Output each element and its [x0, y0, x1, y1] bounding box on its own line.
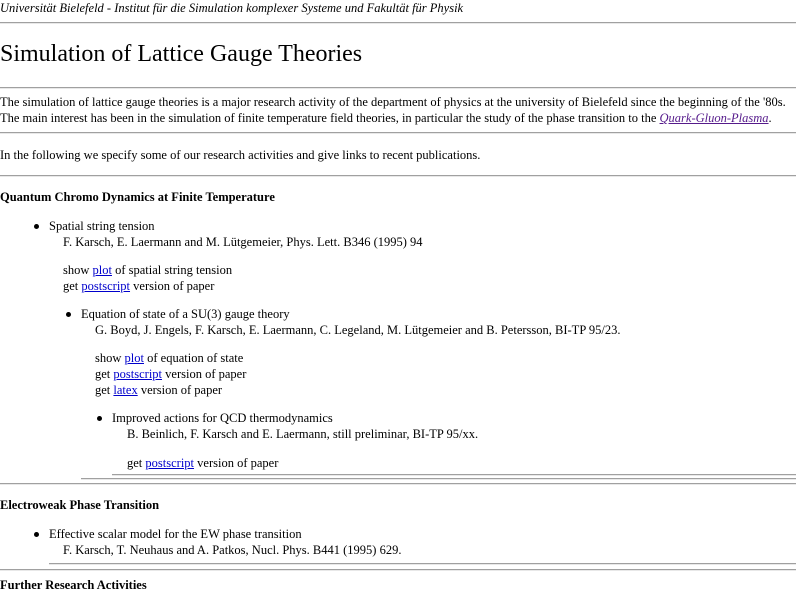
- intro-line-1: The simulation of lattice gauge theories is a major research activity of the department of physics at the university of Bielefeld since the beginning of the '80s.: [0, 95, 786, 109]
- affiliation-header: Universität Bielefeld - Institut für die Simulation komplexer Systeme und Fakultät für Physik: [0, 1, 464, 15]
- bullet: [34, 224, 39, 229]
- show-suffix: of equation of state: [143, 351, 244, 365]
- following-text: In the following we specify some of our research activities and give links to recent publications.: [0, 148, 481, 162]
- section-heading-qcd: Quantum Chromo Dynamics at Finite Temperature: [0, 190, 275, 204]
- get-postscript-line: [127, 455, 278, 471]
- divider-qcd: [0, 483, 796, 485]
- item-authors: F. Karsch, T. Neuhaus and A. Patkos, Nucl. Phys. B441 (1995) 629.: [63, 543, 402, 557]
- show-plot-line: [63, 262, 232, 278]
- get-suffix: version of paper: [137, 383, 223, 397]
- get-suffix: version of paper: [194, 456, 279, 470]
- intro-line-2: [0, 110, 772, 126]
- bullet: [97, 416, 102, 421]
- postscript-link-improved-actions[interactable]: postscript: [145, 456, 195, 470]
- get-postscript-line: [95, 366, 246, 382]
- show-plot-line: [95, 350, 243, 366]
- get-label: get: [63, 279, 82, 293]
- divider-title: [0, 87, 796, 89]
- show-label: show: [95, 351, 125, 365]
- plot-link-equation-of-state[interactable]: plot: [124, 351, 144, 365]
- divider-inner-eos: [81, 478, 796, 480]
- item-authors: B. Beinlich, F. Karsch and E. Laermann, still preliminar, BI-TP 95/xx.: [127, 427, 479, 441]
- divider-inner-improved: [112, 474, 796, 476]
- show-suffix: of spatial string tension: [111, 263, 233, 277]
- get-label: get: [95, 383, 114, 397]
- item-title-improved-actions: Improved actions for QCD thermodynamics: [112, 411, 333, 425]
- item-title-effective-scalar-model: Effective scalar model for the EW phase transition: [49, 527, 302, 541]
- divider-following: [0, 175, 796, 177]
- intro-line-2-end: .: [768, 111, 772, 125]
- divider-ew: [0, 569, 796, 571]
- postscript-link-equation-of-state[interactable]: postscript: [113, 367, 163, 381]
- get-postscript-line: [63, 278, 214, 294]
- intro-line-2-text: The main interest has been in the simulation of finite temperature field theories, in particular the study of the phase transition to the: [0, 111, 660, 125]
- quark-gluon-plasma-link[interactable]: Quark-Gluon-Plasma: [659, 111, 769, 125]
- postscript-link-string-tension[interactable]: postscript: [81, 279, 131, 293]
- get-suffix: version of paper: [130, 279, 215, 293]
- show-label: show: [63, 263, 93, 277]
- get-label: get: [127, 456, 146, 470]
- divider-intro: [0, 132, 796, 134]
- get-latex-line: [95, 382, 222, 398]
- item-title-equation-of-state: Equation of state of a SU(3) gauge theory: [81, 307, 290, 321]
- get-label: get: [95, 367, 114, 381]
- plot-link-string-tension[interactable]: plot: [92, 263, 112, 277]
- bullet: [34, 532, 39, 537]
- divider-ew-inner: [49, 563, 796, 565]
- divider-top: [0, 22, 796, 24]
- section-heading-ew: Electroweak Phase Transition: [0, 498, 160, 512]
- item-authors: F. Karsch, E. Laermann and M. Lütgemeier, Phys. Lett. B346 (1995) 94: [63, 235, 423, 249]
- page-title: Simulation of Lattice Gauge Theories: [0, 41, 363, 67]
- latex-link-equation-of-state[interactable]: latex: [113, 383, 138, 397]
- bullet: [66, 312, 71, 317]
- item-title-spatial-string-tension: Spatial string tension: [49, 219, 155, 233]
- item-authors: G. Boyd, J. Engels, F. Karsch, E. Laermann, C. Legeland, M. Lütgemeier and B. Petersson, BI-TP 95/23.: [95, 323, 621, 337]
- get-suffix: version of paper: [162, 367, 247, 381]
- section-heading-further: Further Research Activities: [0, 578, 147, 592]
